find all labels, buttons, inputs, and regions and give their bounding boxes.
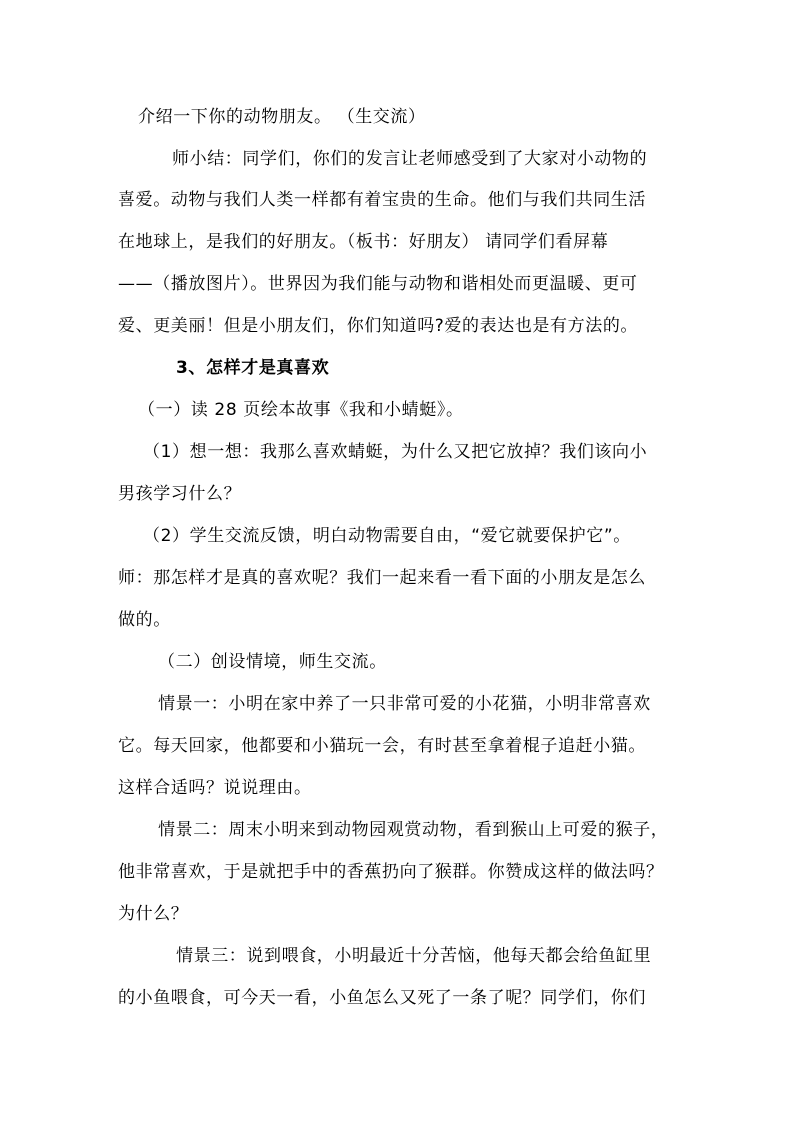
text-line-17: 这样合适吗？说说理由。 xyxy=(118,778,312,798)
text-line-3: 喜爱。动物与我们人类一样都有着宝贵的生命。他们与我们共同生活 xyxy=(118,190,646,210)
text-line-15: 情景一：小明在家中养了一只非常可爱的小花猫，小明非常喜欢 xyxy=(158,694,651,714)
text-line-11: （2）学生交流反馈，明白动物需要自由，“爱它就要保护它”。 xyxy=(143,526,631,546)
text-line-1: 介绍一下你的动物朋友。 （生交流） xyxy=(138,107,426,127)
text-line-8: （一）读 28 页绘本故事《我和小蜻蜓》。 xyxy=(138,400,464,420)
text-line-13: 做的。 xyxy=(118,610,171,630)
text-line-10: 男孩学习什么？ xyxy=(118,484,242,504)
text-line-20: 为什么？ xyxy=(118,904,189,924)
section-heading: 3、怎样才是真喜欢 xyxy=(176,358,330,378)
text-line-2: 师小结：同学们，你们的发言让老师感受到了大家对小动物的 xyxy=(172,149,648,169)
text-line-5: ——（播放图片）。世界因为我们能与动物和谐相处而更温暖、更可 xyxy=(118,274,638,294)
text-line-18: 情景二：周末小明来到动物园观赏动物，看到猴山上可爱的猴子， xyxy=(158,820,669,840)
text-line-19: 他非常喜欢，于是就把手中的香蕉扔向了猴群。你赞成这样的做法吗？ xyxy=(118,862,664,882)
text-line-22: 的小鱼喂食，可今天一看，小鱼怎么又死了一条了呢？同学们，你们 xyxy=(118,988,646,1008)
text-line-6: 爱、更美丽！但是小朋友们，你们知道吗?爱的表达也是有方法的。 xyxy=(118,316,639,336)
text-line-9: （1）想一想：我那么喜欢蜻蜓，为什么又把它放掉？我们该向小 xyxy=(143,442,648,462)
text-line-16: 它。每天回家，他都要和小猫玩一会，有时甚至拿着棍子追赶小猫。 xyxy=(118,736,646,756)
text-line-21: 情景三：说到喂食，小明最近十分苦恼，他每天都会给鱼缸里 xyxy=(176,946,652,966)
text-line-12: 师：那怎样才是真的喜欢呢？我们一起来看一看下面的小朋友是怎么 xyxy=(118,568,646,588)
text-line-14: （二）创设情境，师生交流。 xyxy=(158,652,387,672)
text-line-4: 在地球上，是我们的好朋友。（板书：好朋友） 请同学们看屏幕 xyxy=(118,232,609,252)
